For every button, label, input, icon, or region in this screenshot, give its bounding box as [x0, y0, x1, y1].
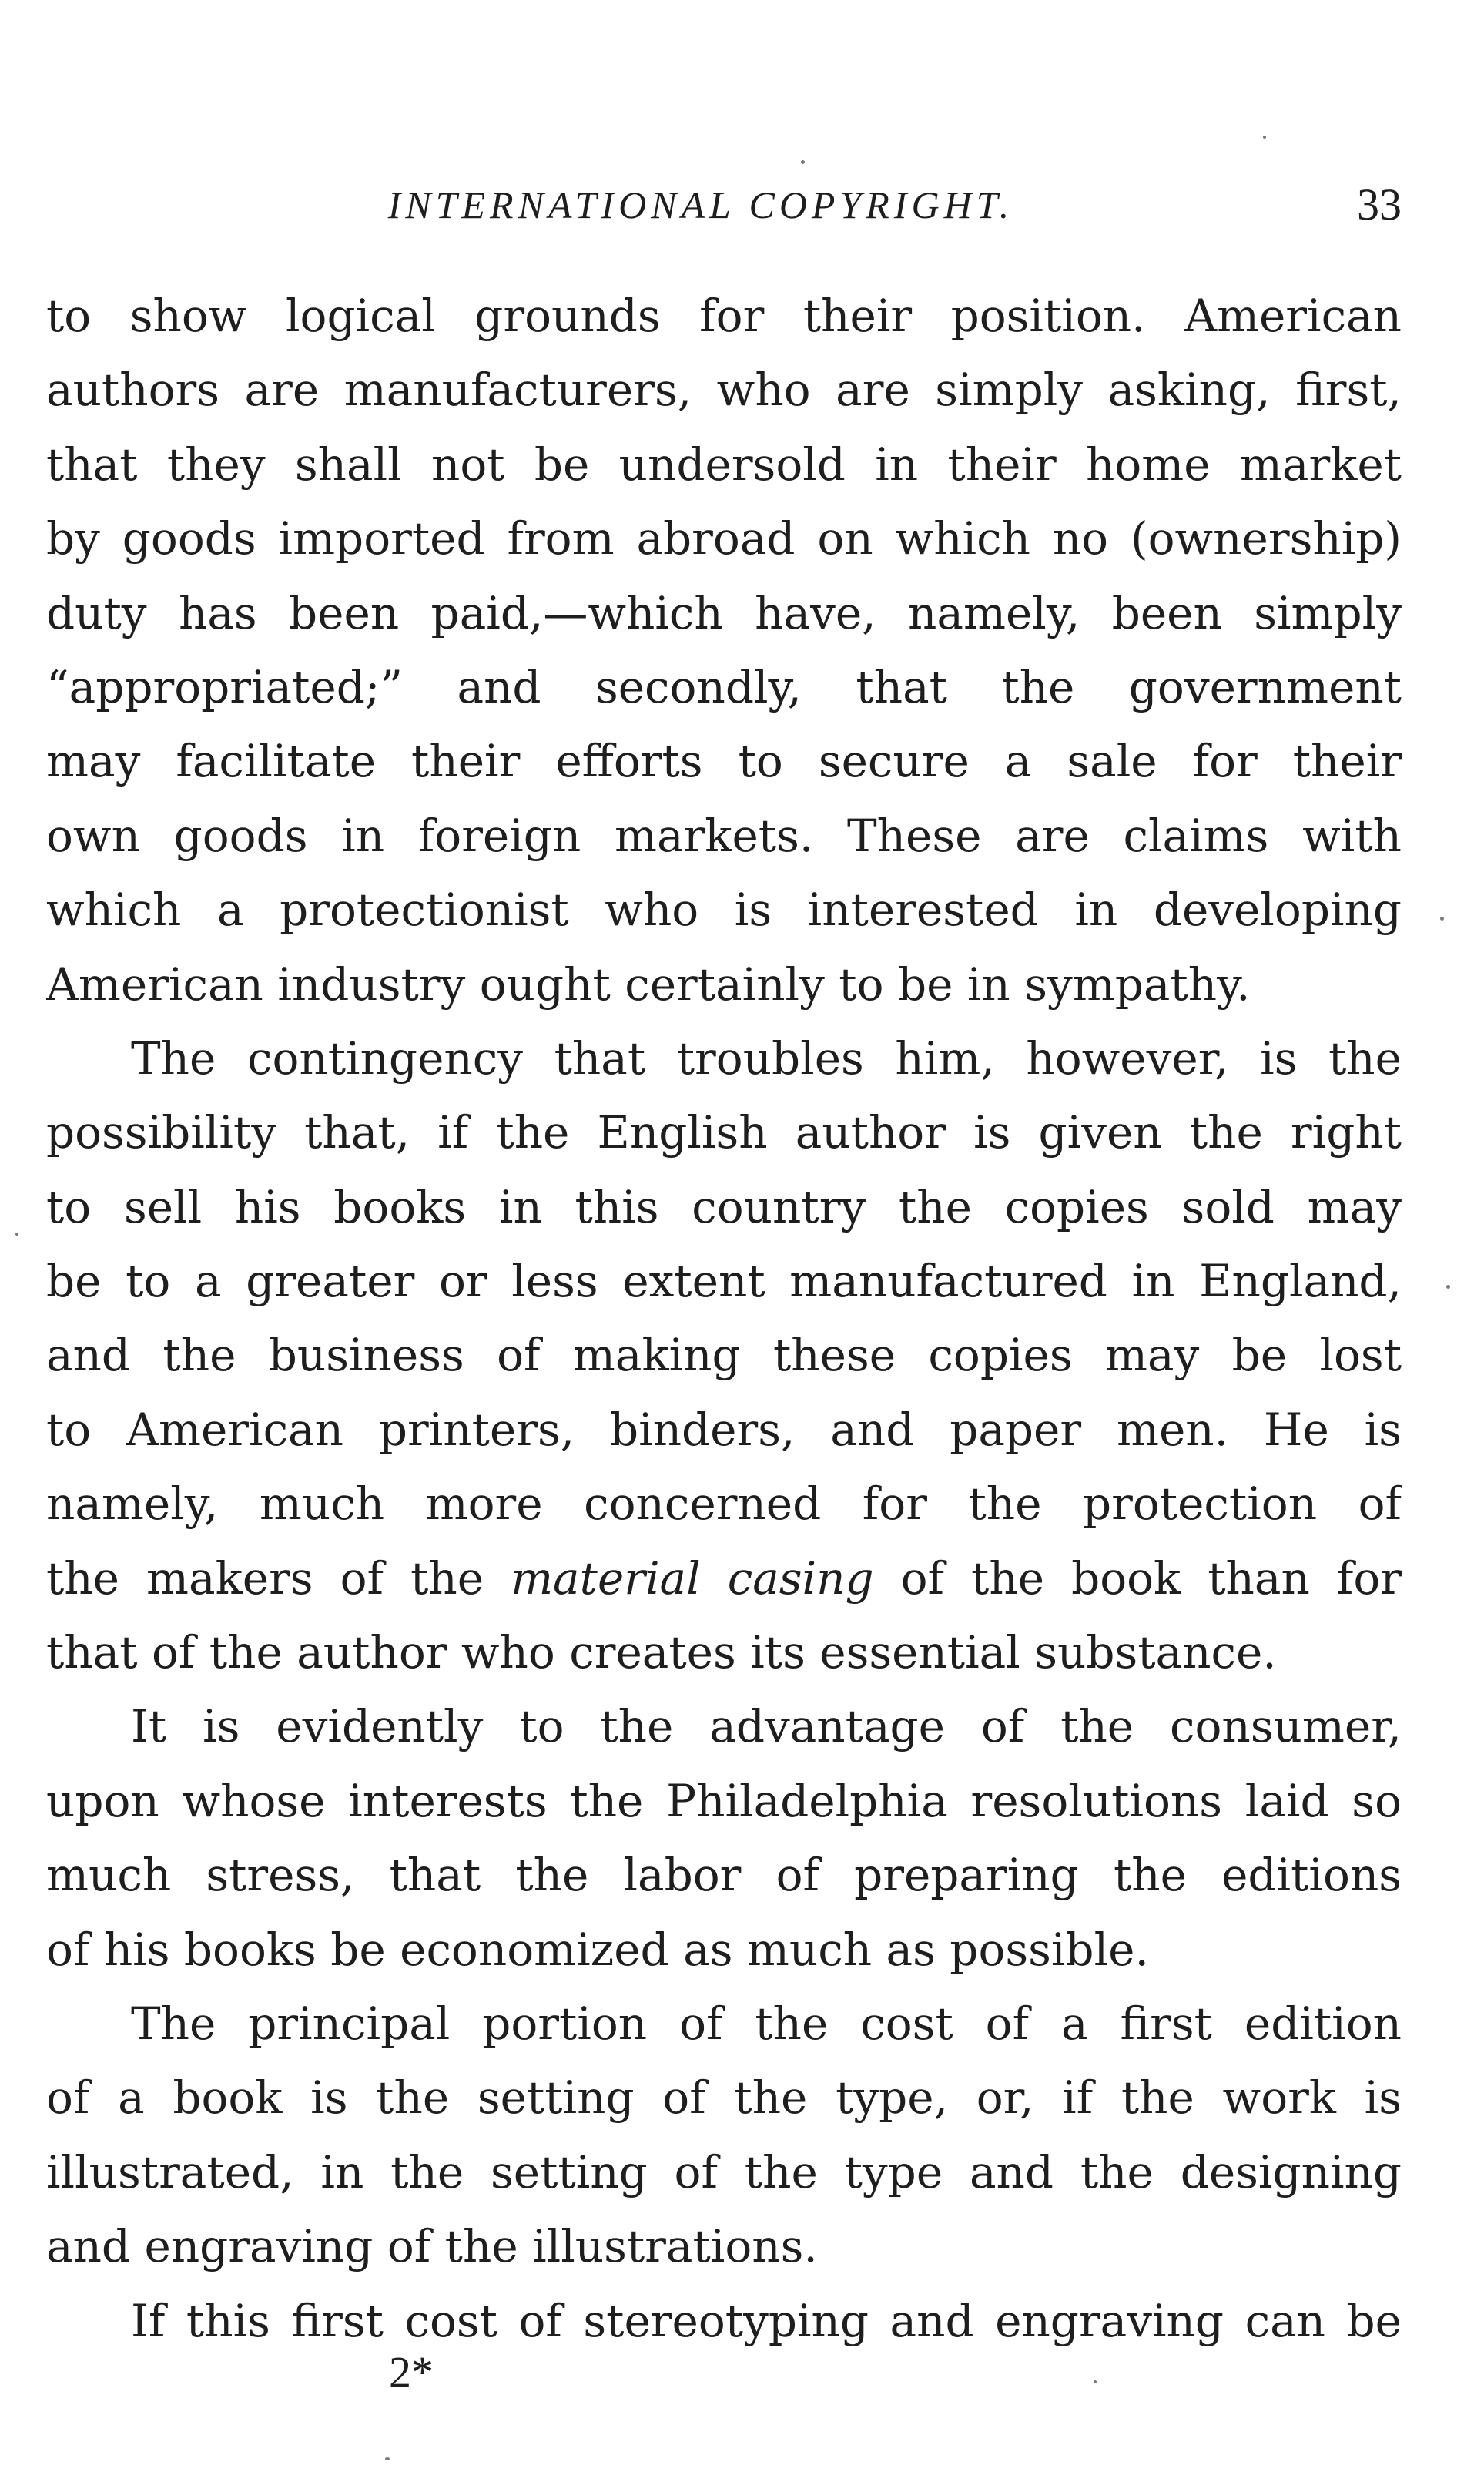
text-line: own goods in foreign markets. These are claims with	[46, 809, 1402, 862]
paper-speck	[385, 2457, 390, 2460]
text-line: which a protectionist who is interested in developing	[46, 884, 1402, 937]
paper-speck	[15, 1233, 18, 1236]
text-line: duty has been paid,—which have, namely, been simply	[46, 586, 1402, 639]
line-text-before: the makers of the	[46, 1551, 511, 1605]
text-line: namely, much more concerned for the protection of	[46, 1477, 1402, 1531]
line-text-after: of the book than for	[873, 1551, 1402, 1605]
paper-speck	[1440, 917, 1444, 921]
body-text	[46, 279, 1402, 2358]
text-line: much stress, that the labor of preparing the editions	[46, 1849, 1402, 1902]
text-line: to American printers, binders, and paper men. He is	[46, 1403, 1402, 1456]
text-line: to sell his books in this country the copies sold may	[46, 1180, 1402, 1233]
paragraph-start-line: The contingency that troubles him, however, is the	[131, 1031, 1402, 1085]
text-line: “appropriated;” and secondly, that the government	[46, 660, 1402, 713]
text-line: of his books be economized as much as possible.	[46, 1923, 1149, 1976]
text-line-with-emphasis	[46, 1541, 1402, 1615]
text-line: and the business of making these copies may be lost	[46, 1329, 1402, 1382]
paper-speck	[801, 160, 805, 164]
paper-speck	[1094, 2380, 1097, 2383]
text-line: that of the author who creates its essential substance.	[46, 1626, 1277, 1679]
signature-mark: 2*	[389, 2347, 434, 2397]
running-head	[46, 174, 1402, 236]
emphasis-text: material casing	[511, 1551, 874, 1605]
paragraph-start-line: The principal portion of the cost of a first edition	[131, 1997, 1402, 2050]
text-line: authors are manufacturers, who are simply asking, first,	[46, 364, 1402, 417]
text-line: to show logical grounds for their position. American	[46, 290, 1402, 342]
text-line: illustrated, in the setting of the type and the designing	[46, 2145, 1402, 2199]
text-line: upon whose interests the Philadelphia resolutions laid so	[46, 1774, 1402, 1827]
text-line: of a book is the setting of the type, or, if the work is	[46, 2071, 1402, 2125]
paper-speck	[1446, 1285, 1450, 1289]
paragraph-start-line: If this first cost of stereotyping and engraving can be	[131, 2294, 1402, 2347]
page-number: 33	[1357, 179, 1402, 230]
text-line: may facilitate their efforts to secure a sale for their	[46, 735, 1402, 788]
running-title: INTERNATIONAL COPYRIGHT.	[387, 183, 1014, 226]
paragraph-start-line: It is evidently to the advantage of the consumer,	[131, 1700, 1402, 1753]
text-line: by goods imported from abroad on which no (ownership)	[46, 512, 1402, 565]
text-line: possibility that, if the English author is given the right	[46, 1106, 1402, 1159]
text-line: and engraving of the illustrations.	[46, 2220, 818, 2273]
text-line: be to a greater or less extent manufactured in England,	[46, 1255, 1402, 1308]
paper-speck	[1263, 136, 1266, 139]
text-line: American industry ought certainly to be in sympathy.	[46, 958, 1251, 1011]
text-line: that they shall not be undersold in their home market	[46, 438, 1402, 491]
